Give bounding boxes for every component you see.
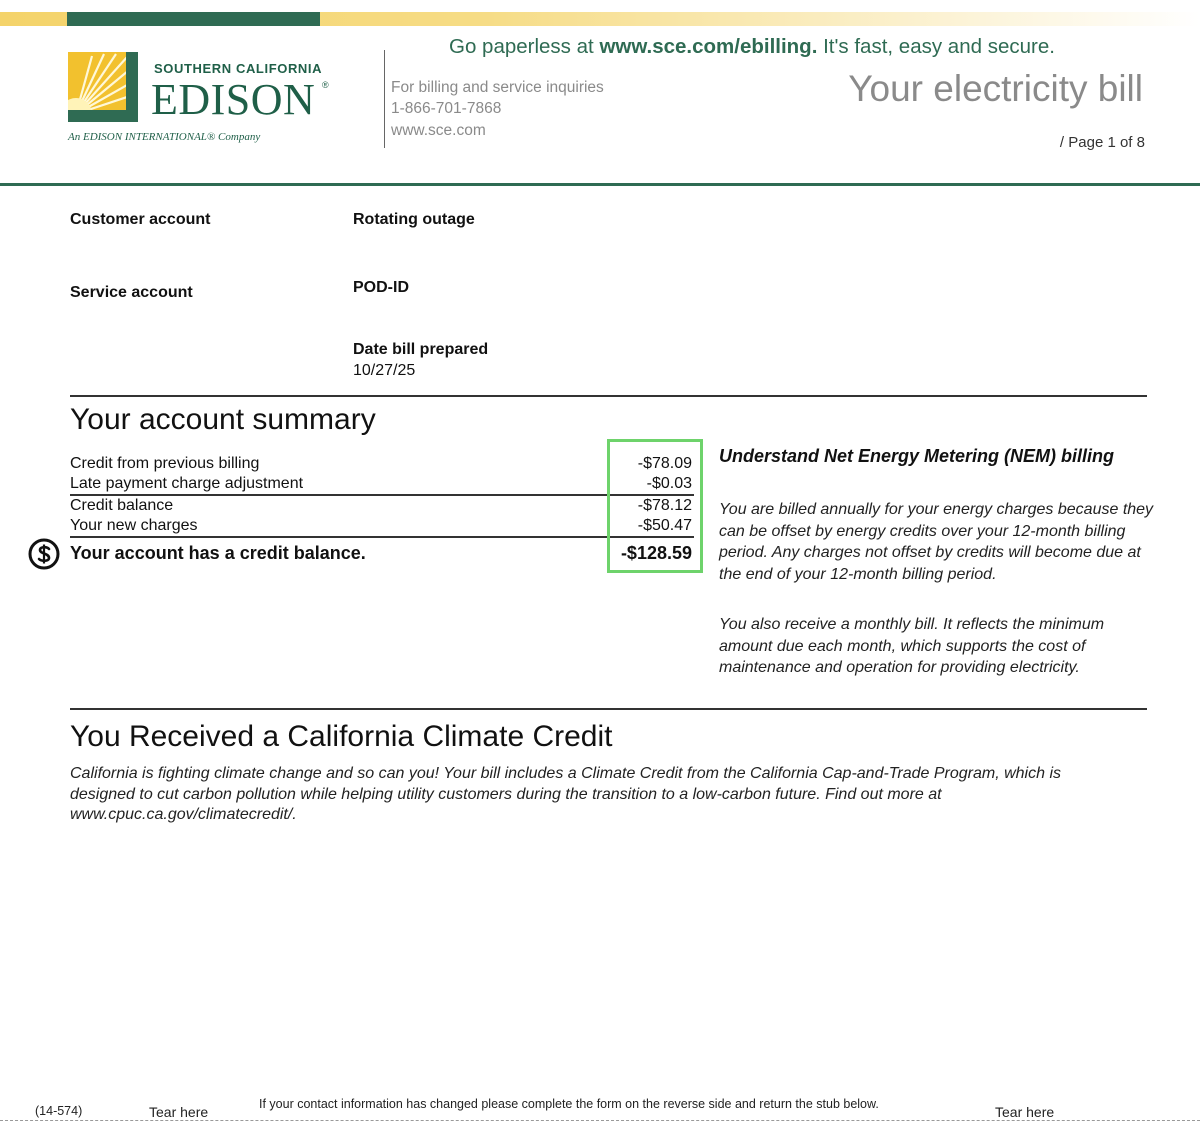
section-divider	[70, 708, 1147, 710]
summary-row-amount: -$0.03	[646, 475, 692, 492]
summary-row	[70, 517, 694, 538]
header-rule	[0, 183, 1200, 186]
tear-line	[0, 1120, 1200, 1121]
credit-balance-label: Your account has a credit balance.	[70, 543, 366, 563]
paperless-prefix: Go paperless at	[449, 35, 594, 58]
page-number: / Page 1 of 8	[1059, 134, 1145, 151]
credit-balance-amount: -$128.59	[620, 543, 692, 563]
paperless-promo	[449, 35, 1055, 59]
company-registered-mark: ®	[322, 80, 329, 90]
summary-row	[70, 475, 694, 496]
summary-row-amount: -$50.47	[637, 517, 692, 534]
section-divider	[70, 395, 1147, 397]
summary-row-amount: -$78.12	[637, 497, 692, 514]
customer-account-label: Customer account	[70, 211, 211, 228]
rotating-outage-label: Rotating outage	[353, 211, 475, 228]
account-summary-title: Your account summary	[70, 403, 376, 436]
header-brand-bar	[67, 12, 320, 26]
amounts-highlight-box	[607, 439, 703, 573]
company-region-text: SOUTHERN CALIFORNIA	[154, 61, 323, 76]
summary-row-amount: -$78.09	[637, 455, 692, 472]
tear-here-right: Tear here	[995, 1104, 1055, 1120]
summary-row-label: Your new charges	[70, 517, 198, 534]
paperless-link[interactable]: www.sce.com/ebilling.	[599, 35, 818, 58]
tear-here-left: Tear here	[149, 1104, 209, 1120]
summary-rule	[70, 536, 694, 538]
summary-row-label: Credit balance	[70, 497, 174, 514]
company-name: EDISON	[151, 75, 316, 124]
date-prepared-label: Date bill prepared	[353, 341, 489, 358]
service-account-label: Service account	[70, 284, 193, 301]
date-prepared-value: 10/27/25	[353, 362, 416, 379]
company-parent-text: An EDISON INTERNATIONAL® Company	[68, 131, 261, 143]
summary-row	[70, 455, 694, 476]
nem-title: Understand Net Energy Metering (NEM) billing	[719, 446, 1115, 466]
dollar-credit-icon	[28, 538, 60, 570]
credit-balance-row	[70, 543, 694, 564]
contact-heading: For billing and service inquiries	[391, 79, 604, 96]
bill-title: Your electricity bill	[848, 68, 1143, 109]
nem-paragraph-2: You also receive a monthly bill. It reflects the minimum amount due each month, which supports the cost of maintenance and operation for providing electricity.	[719, 616, 1105, 676]
contact-website: www.sce.com	[391, 122, 486, 139]
contact-phone: 1-866-701-7868	[391, 100, 502, 117]
paperless-suffix: It's fast, easy and secure.	[823, 35, 1055, 58]
climate-credit-title: You Received a California Climate Credit	[70, 720, 613, 753]
summary-rule	[70, 494, 694, 496]
climate-credit-body: California is fighting climate change and so can you! Your bill includes a Climate Credit from the California Cap-and-Trade Program, which is designed to cut carbon pollution while helping utility customers during the transition to a low-carbon future. Find out more at www.cpuc.ca.gov/climatecredit/.	[70, 765, 1061, 823]
pod-id-label: POD-ID	[353, 279, 409, 296]
summary-row-label: Late payment charge adjustment	[70, 475, 304, 492]
summary-row	[70, 497, 694, 518]
contact-change-notice: If your contact information has changed please complete the form on the reverse side and return the stub below.	[259, 1097, 879, 1111]
form-code: (14-574)	[35, 1104, 83, 1118]
summary-row-label: Credit from previous billing	[70, 455, 260, 472]
edison-sunburst-logo-icon	[68, 52, 138, 122]
header-divider	[384, 50, 385, 148]
nem-paragraph-1: You are billed annually for your energy charges because they can be offset by energy credits over your 12-month billing period. Any charges not offset by credits will become due at the end of your 12-month billing period.	[719, 501, 1154, 583]
